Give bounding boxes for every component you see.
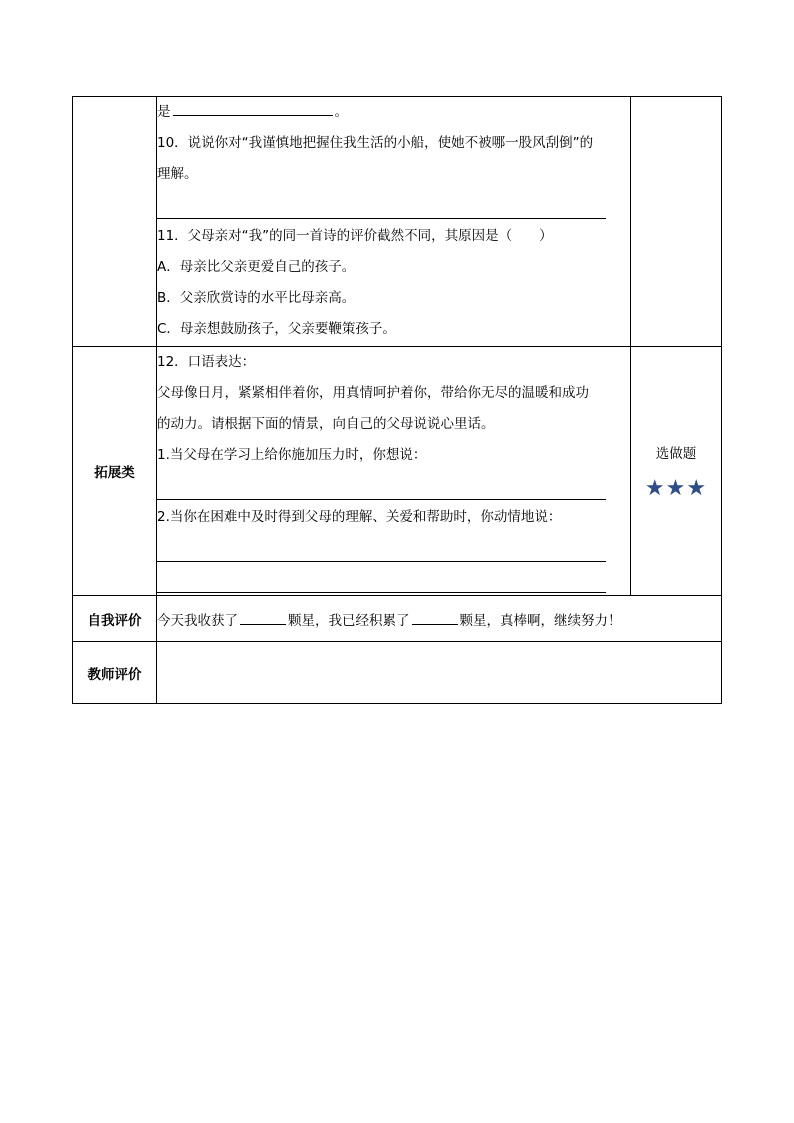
q11-option-a: A．母亲比父亲更爱自己的孩子。 bbox=[157, 259, 356, 275]
q11-prompt: 11．父母亲对“我”的同一首诗的评价截然不同，其原因是（ ） bbox=[157, 228, 553, 244]
q12-title: 12．口语表达： bbox=[157, 354, 256, 370]
self-eval-text-c: 颗星，真棒啊，继续努力！ bbox=[459, 612, 622, 629]
self-evaluation-text bbox=[157, 596, 722, 642]
reading-label-cell bbox=[73, 97, 157, 347]
optional-side-cell bbox=[631, 347, 722, 596]
q11-option-b: B．父亲欣赏诗的水平比母亲高。 bbox=[157, 290, 356, 306]
extension-questions-cell bbox=[157, 347, 631, 596]
q10-answer-line[interactable] bbox=[157, 190, 630, 221]
q12-text-1: 父母像日月，紧紧相伴着你，用真情呵护着你，带给你无尽的温暖和成功 bbox=[157, 385, 589, 401]
star-rating-icon: ★★★ bbox=[644, 475, 708, 501]
q12-item-2-answer-line-2[interactable] bbox=[157, 564, 630, 595]
teacher-evaluation-label: 教师评价 bbox=[73, 642, 157, 704]
q12-item-1-answer-line[interactable] bbox=[157, 471, 630, 502]
q10-prompt: 10．说说你对“我谨慎地把握住我生活的小船，使她不被哪一股风刮倒”的 bbox=[157, 135, 594, 151]
optional-label: 选做题 bbox=[655, 445, 697, 462]
q11-option-c: C．母亲想鼓励孩子，父亲要鞭策孩子。 bbox=[157, 321, 396, 337]
self-evaluation-label: 自我评价 bbox=[73, 596, 157, 642]
q9-answer-line bbox=[157, 97, 630, 128]
q12-item-2-answer-line-1[interactable] bbox=[157, 533, 630, 564]
reading-questions-cell bbox=[157, 97, 631, 347]
q12-text-2: 的动力。请根据下面的情景，向自己的父母说说心里话。 bbox=[157, 416, 495, 432]
q9-suffix: 。 bbox=[334, 104, 348, 120]
teacher-evaluation-row bbox=[73, 642, 722, 704]
reading-side-cell bbox=[631, 97, 722, 347]
q9-answer-blank[interactable] bbox=[173, 99, 333, 116]
extension-label: 拓展类 bbox=[73, 347, 157, 596]
self-eval-text-a: 今天我收获了 bbox=[157, 612, 238, 629]
self-evaluation-row bbox=[73, 596, 722, 642]
q10-prompt-cont: 理解。 bbox=[157, 166, 198, 182]
self-eval-text-b: 颗星，我已经积累了 bbox=[288, 612, 410, 629]
stars-total-blank[interactable] bbox=[412, 610, 458, 625]
extension-row bbox=[73, 347, 722, 596]
reading-questions-row bbox=[73, 97, 722, 347]
evaluation-table bbox=[72, 96, 722, 704]
teacher-evaluation-field[interactable] bbox=[157, 642, 722, 704]
stars-earned-blank[interactable] bbox=[240, 610, 286, 625]
q12-item-1: 1.当父母在学习上给你施加压力时，你想说： bbox=[157, 447, 427, 463]
q12-item-2: 2.当你在困难中及时得到父母的理解、关爱和帮助时，你动情地说： bbox=[157, 509, 562, 525]
q9-prefix: 是 bbox=[157, 104, 171, 120]
